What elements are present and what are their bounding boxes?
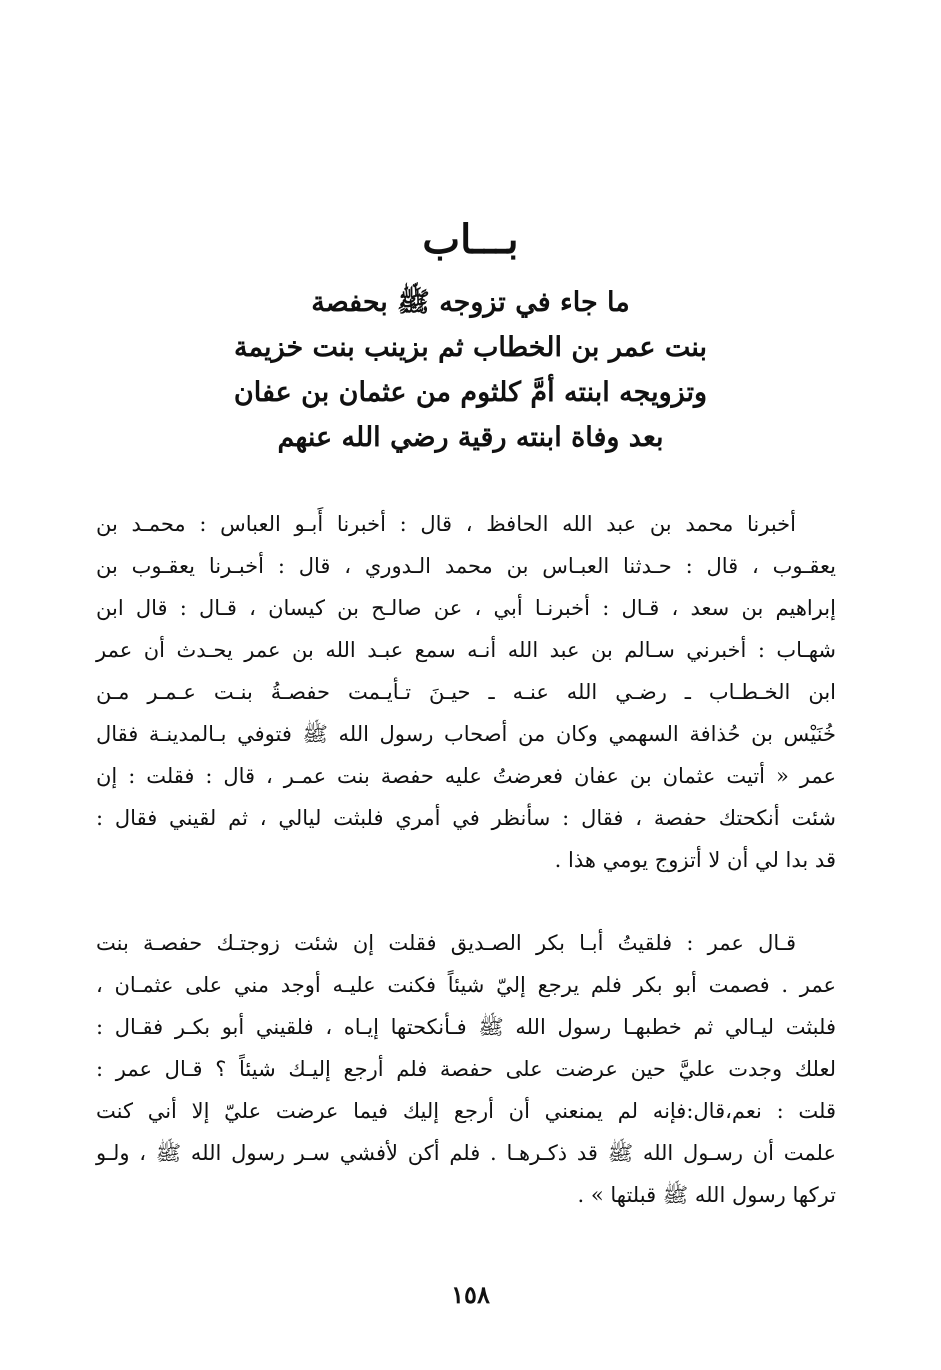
text-line: تركها رسول الله ﷺ قبلتها » . [577, 1183, 836, 1207]
text-line: شئت أنكحتك حفصة ، فقال : سأنظر في أمري فلبثت ليالي ، ثم لقيني فقال : [96, 806, 836, 830]
page-number: ١٥٨ [451, 1280, 490, 1309]
chapter-heading [160, 280, 781, 460]
text-line: خُنَيْس بن حُذافة السهمي وكان من أصحاب رسول الله ﷺ فتوفي بـالمدينـة فقال [96, 722, 836, 746]
heading-line: بعد وفاة ابنته رقية رضي الله عنهم [277, 422, 664, 453]
text-line: قد بدا لي أن لا أتزوج يومي هذا . [554, 848, 836, 872]
text-line: عمر « أتيت عثمان بن عفان فعرضتُ عليه حفصة بنت عمـر ، قال : فقلت : إن [96, 764, 836, 788]
text-line: قـال عمر : فلقيتُ أبـا بكر الصـديق فقلت إن شئت زوجتـك حفصـة بنت [96, 931, 796, 955]
text-line: ابن الخـطـاب ـ رضـي الله عنـه ـ حيـنَ تـأيـمت حفصـةُ بنـت عـمـر مـن [96, 680, 836, 704]
text-line: علمت أن رسـول الله ﷺ قد ذكـرهـا . فلم أكن لأفشي سـر رسول الله ﷺ ، ولـو [96, 1141, 836, 1165]
text-line: أخبرنا محمد بن عبد الله الحافظ ، قال : أخبرنا أَبـو العباس : محمـد بن [96, 512, 796, 536]
text-line: لعلك وجدت عليَّ حين عرضت على حفصة فلم أرجع إليـك شيئاً ؟ قـال عمر : [96, 1057, 836, 1081]
paragraph-1 [96, 503, 836, 881]
text-line: شهـاب : أخبرني سـالم بن عبد الله أنـه سمع عبـد الله بن عمر يحـدث أن عمر [96, 638, 836, 662]
paragraph-2 [96, 922, 836, 1216]
text-line: إبراهيم بن سعد ، قـال : أخبرنـا أبي ، عن صالـح بن كيسان ، قـال : قال ابن [96, 596, 836, 620]
text-line: عمر . فصمت أبو بكر فلم يرجع إليّ شيئاً فكنت عليـه أوجد مني على عثمـان ، [96, 973, 836, 997]
heading-line: بنت عمر بن الخطاب ثم بزينب بنت خزيمة [233, 332, 708, 363]
heading-line: وتزويجه ابنته أمَّ كلثوم من عثمان بن عفان [233, 377, 708, 408]
text-line: فلبثت ليـالي ثم خطبهـا رسول الله ﷺ فـأنكحتها إيـاه ، فلقيني أبو بكـر فقـال : [96, 1015, 836, 1039]
chapter-title: بـــاب [422, 216, 519, 263]
heading-line: ما جاء في تزوجه ﷺ بحفصة [311, 287, 630, 318]
text-line: يعقـوب ، قال : حـدثنا العبـاس بن محمد الـدوري ، قال : أخبـرنا يعقـوب بن [96, 554, 836, 578]
text-line: قلت : نعم،قال:فإنه لم يمنعني أن أرجع إليك فيما عرضت عليّ إلا أني كنت [96, 1099, 836, 1123]
